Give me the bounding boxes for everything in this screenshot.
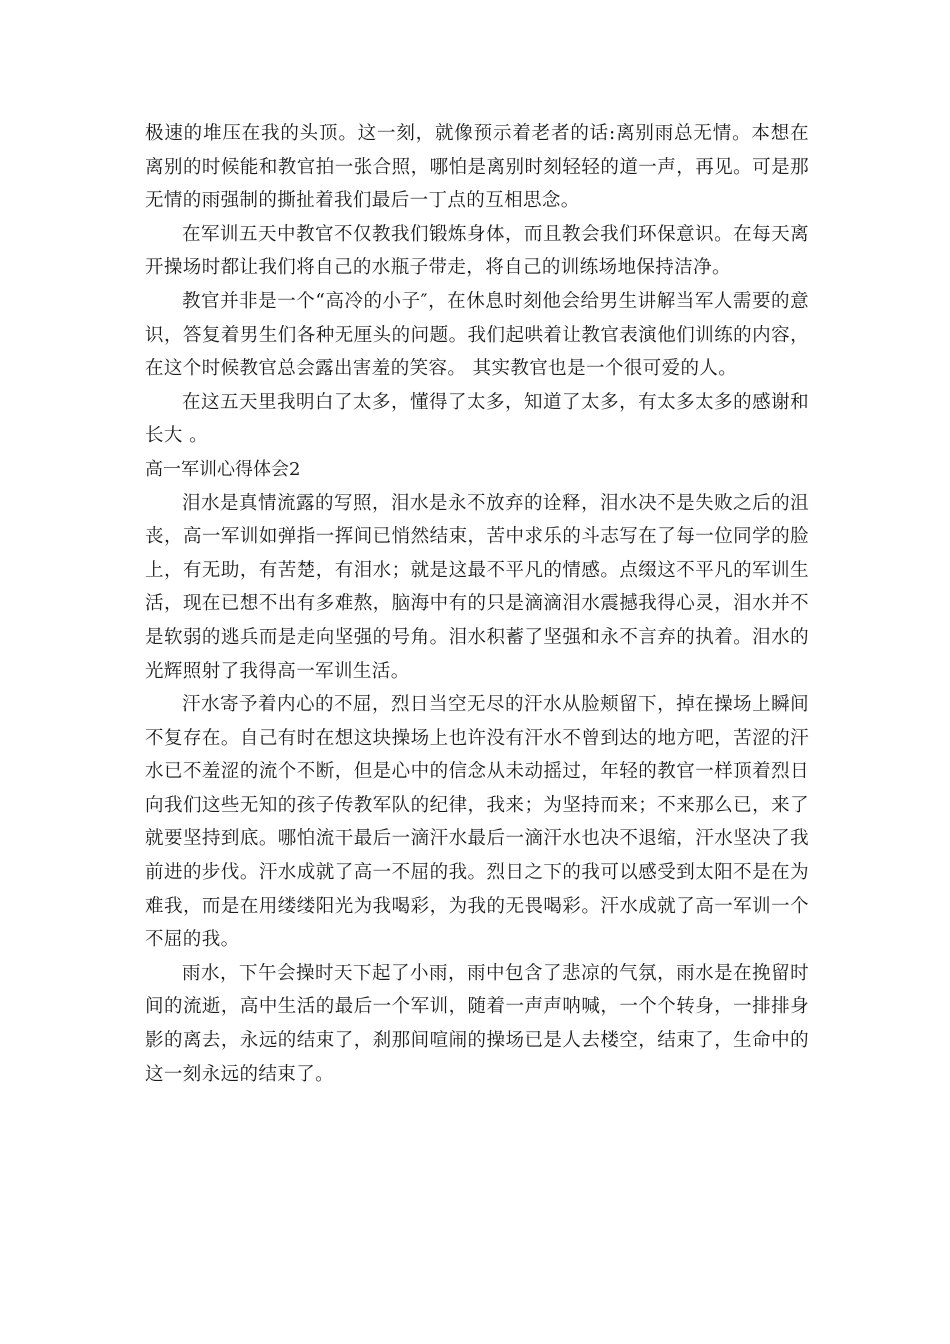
paragraph-environment: 在军训五天中教官不仅教我们锻炼身体，而且教会我们环保意识。在每天离开操场时都让我们将自己的水瓶子带走，将自己的训练场地保持洁净。 <box>145 223 809 279</box>
document-body <box>145 117 809 1091</box>
paragraph-five-days: 在这五天里我明白了太多，懂得了太多，知道了太多，有太多太多的感谢和长大 。 <box>145 391 809 447</box>
paragraph-sweat: 汗水寄予着内心的不屈，烈日当空无尽的汗水从脸颊留下，掉在操场上瞬间不复存在。自己有时在想这块操场上也许没有汗水不曾到达的地方吧，苦涩的汗水已不羞涩的流个不断，但是心中的信念从未动摇过，年轻的教官一样顶着烈日向我们这些无知的孩子传教军队的纪律，我来；为坚持而来；不来那么已，来了就要坚持到底。哪怕流干最后一滴汗水最后一滴汗水也决不退缩，汗水坚决了我前进的步伐。汗水成就了高一不屈的我。烈日之下的我可以感受到太阳不是在为难我，而是在用缕缕阳光为我喝彩，为我的无畏喝彩。汗水成就了高一军训一个不屈的我。 <box>145 694 809 951</box>
paragraph-instructor: 教官并非是一个“高冷的小子″，在休息时刻他会给男生讲解当军人需要的意识，答复着男生们各种无厘头的问题。我们起哄着让教官表演他们训练的内容，在这个时候教官总会露出害羞的笑容。 其实教官也是一个很可爱的人。 <box>145 290 809 380</box>
paragraph-rain: 雨水，下午会操时天下起了小雨，雨中包含了悲凉的气氛，雨水是在挽留时间的流逝，高中生活的最后一个军训，随着一声声呐喊，一个个转身，一排排身影的离去，永远的结束了，刹那间喧闹的操场已是人去楼空，结束了，生命中的这一刻永远的结束了。 <box>145 962 809 1085</box>
section-heading: 高一军训心得体会2 <box>145 458 301 480</box>
paragraph-tears: 泪水是真情流露的写照，泪水是永不放弃的诠释，泪水决不是失败之后的沮丧，高一军训如弹指一挥间已悄然结束，苦中求乐的斗志写在了每一位同学的脸上，有无助，有苦楚，有泪水；就是这最不平凡的情感。点缀这不平凡的军训生活，现在已想不出有多难熬，脑海中有的只是滴滴泪水震撼我得心灵，泪水并不是软弱的逃兵而是走向坚强的号角。泪水积蓄了坚强和永不言弃的执着。泪水的光辉照射了我得高一军训生活。 <box>145 492 809 682</box>
paragraph-continuation: 极速的堆压在我的头顶。这一刻，就像预示着老者的话:离别雨总无情。本想在离别的时候能和教官拍一张合照，哪怕是离别时刻轻轻的道一声，再见。可是那无情的雨强制的撕扯着我们最后一丁点的互相思念。 <box>145 123 809 212</box>
